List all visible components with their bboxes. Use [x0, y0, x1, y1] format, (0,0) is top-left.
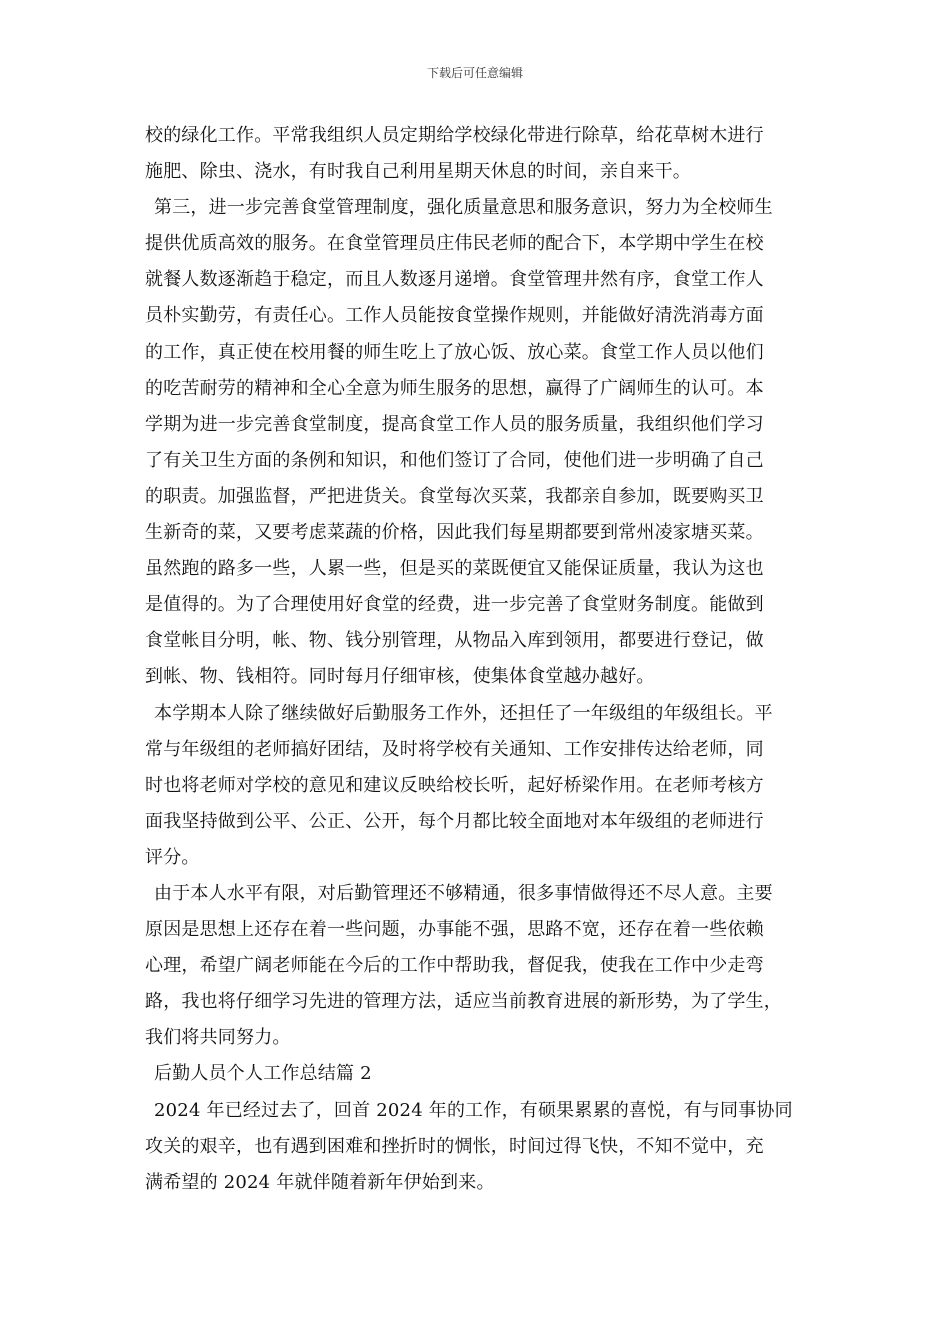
page-header: 下载后可任意编辑 [426, 66, 523, 80]
text-line: 生新奇的菜，又要考虑菜蔬的价格，因此我们每星期都要到常州凌家塘买菜。 [145, 522, 764, 544]
text-line: 施肥、除虫、浇水，有时我自己利用星期天休息的时间，亲自来干。 [145, 161, 691, 183]
text-line: 评分。 [145, 846, 200, 868]
text-line: 满希望的 2024 年就伴随着新年伊始到来。 [145, 1171, 495, 1193]
text-line: 路，我也将仔细学习先进的管理方法，适应当前教育进展的新形势，为了学生， [145, 991, 782, 1013]
text-line: 到帐、物、钱相符。同时每月仔细审核，使集体食堂越办越好。 [145, 666, 655, 688]
text-line: 是值得的。为了合理使用好食堂的经费，进一步完善了食堂财务制度。能做到 [145, 594, 764, 616]
text-line: 的职责。加强监督，严把进货关。食堂每次买菜，我都亲自参加，既要购买卫 [145, 485, 764, 507]
text-line: 就餐人数逐渐趋于稳定，而且人数逐月递增。食堂管理井然有序，食堂工作人 [145, 269, 764, 291]
text-line: 后勤人员个人工作总结篇 2 [154, 1063, 372, 1085]
text-line: 攻关的艰辛，也有遇到困难和挫折时的惆怅，时间过得飞快，不知不觉中，充 [145, 1135, 764, 1157]
text-line: 了有关卫生方面的条例和知识，和他们签订了合同，使他们进一步明确了自己 [145, 449, 764, 471]
text-line: 时也将老师对学校的意见和建议反映给校长听，起好桥梁作用。在老师考核方 [145, 774, 764, 796]
text-line: 面我坚持做到公平、公正、公开，每个月都比较全面地对本年级组的老师进行 [145, 810, 764, 832]
text-line: 提供优质高效的服务。在食堂管理员庄伟民老师的配合下，本学期中学生在校 [145, 233, 764, 255]
text-line: 员朴实勤劳，有责任心。工作人员能按食堂操作规则，并能做好清洗消毒方面 [145, 305, 764, 327]
text-line: 由于本人水平有限，对后勤管理还不够精通，很多事情做得还不尽人意。主要 [154, 882, 773, 904]
text-line: 原因是思想上还存在着一些问题，办事能不强，思路不宽，还存在着一些依赖 [145, 919, 764, 941]
text-line: 我们将共同努力。 [145, 1027, 291, 1049]
text-line: 本学期本人除了继续做好后勤服务工作外，还担任了一年级组的年级组长。平 [154, 702, 773, 724]
text-line: 心理，希望广阔老师能在今后的工作中帮助我，督促我，使我在工作中少走弯 [145, 955, 764, 977]
text-line: 的吃苦耐劳的精神和全心全意为师生服务的思想，赢得了广阔师生的认可。本 [145, 377, 764, 399]
text-line: 校的绿化工作。平常我组织人员定期给学校绿化带进行除草，给花草树木进行 [145, 125, 764, 146]
text-line: 2024 年已经过去了，回首 2024 年的工作，有硕果累累的喜悦，有与同事协同 [154, 1099, 793, 1121]
text-line: 的工作，真正使在校用餐的师生吃上了放心饭、放心菜。食堂工作人员以他们 [145, 341, 764, 363]
text-line: 食堂帐目分明，帐、物、钱分别管理，从物品入库到领用，都要进行登记，做 [145, 630, 764, 652]
document-body [145, 118, 813, 1201]
text-line: 常与年级组的老师搞好团结，及时将学校有关通知、工作安排传达给老师，同 [145, 738, 764, 760]
text-line: 虽然跑的路多一些，人累一些，但是买的菜既便宜又能保证质量，我认为这也 [145, 558, 764, 580]
text-line: 第三，进一步完善食堂管理制度，强化质量意思和服务意识，努力为全校师生 [154, 197, 773, 219]
text-line: 学期为进一步完善食堂制度，提高食堂工作人员的服务质量，我组织他们学习 [145, 413, 764, 435]
